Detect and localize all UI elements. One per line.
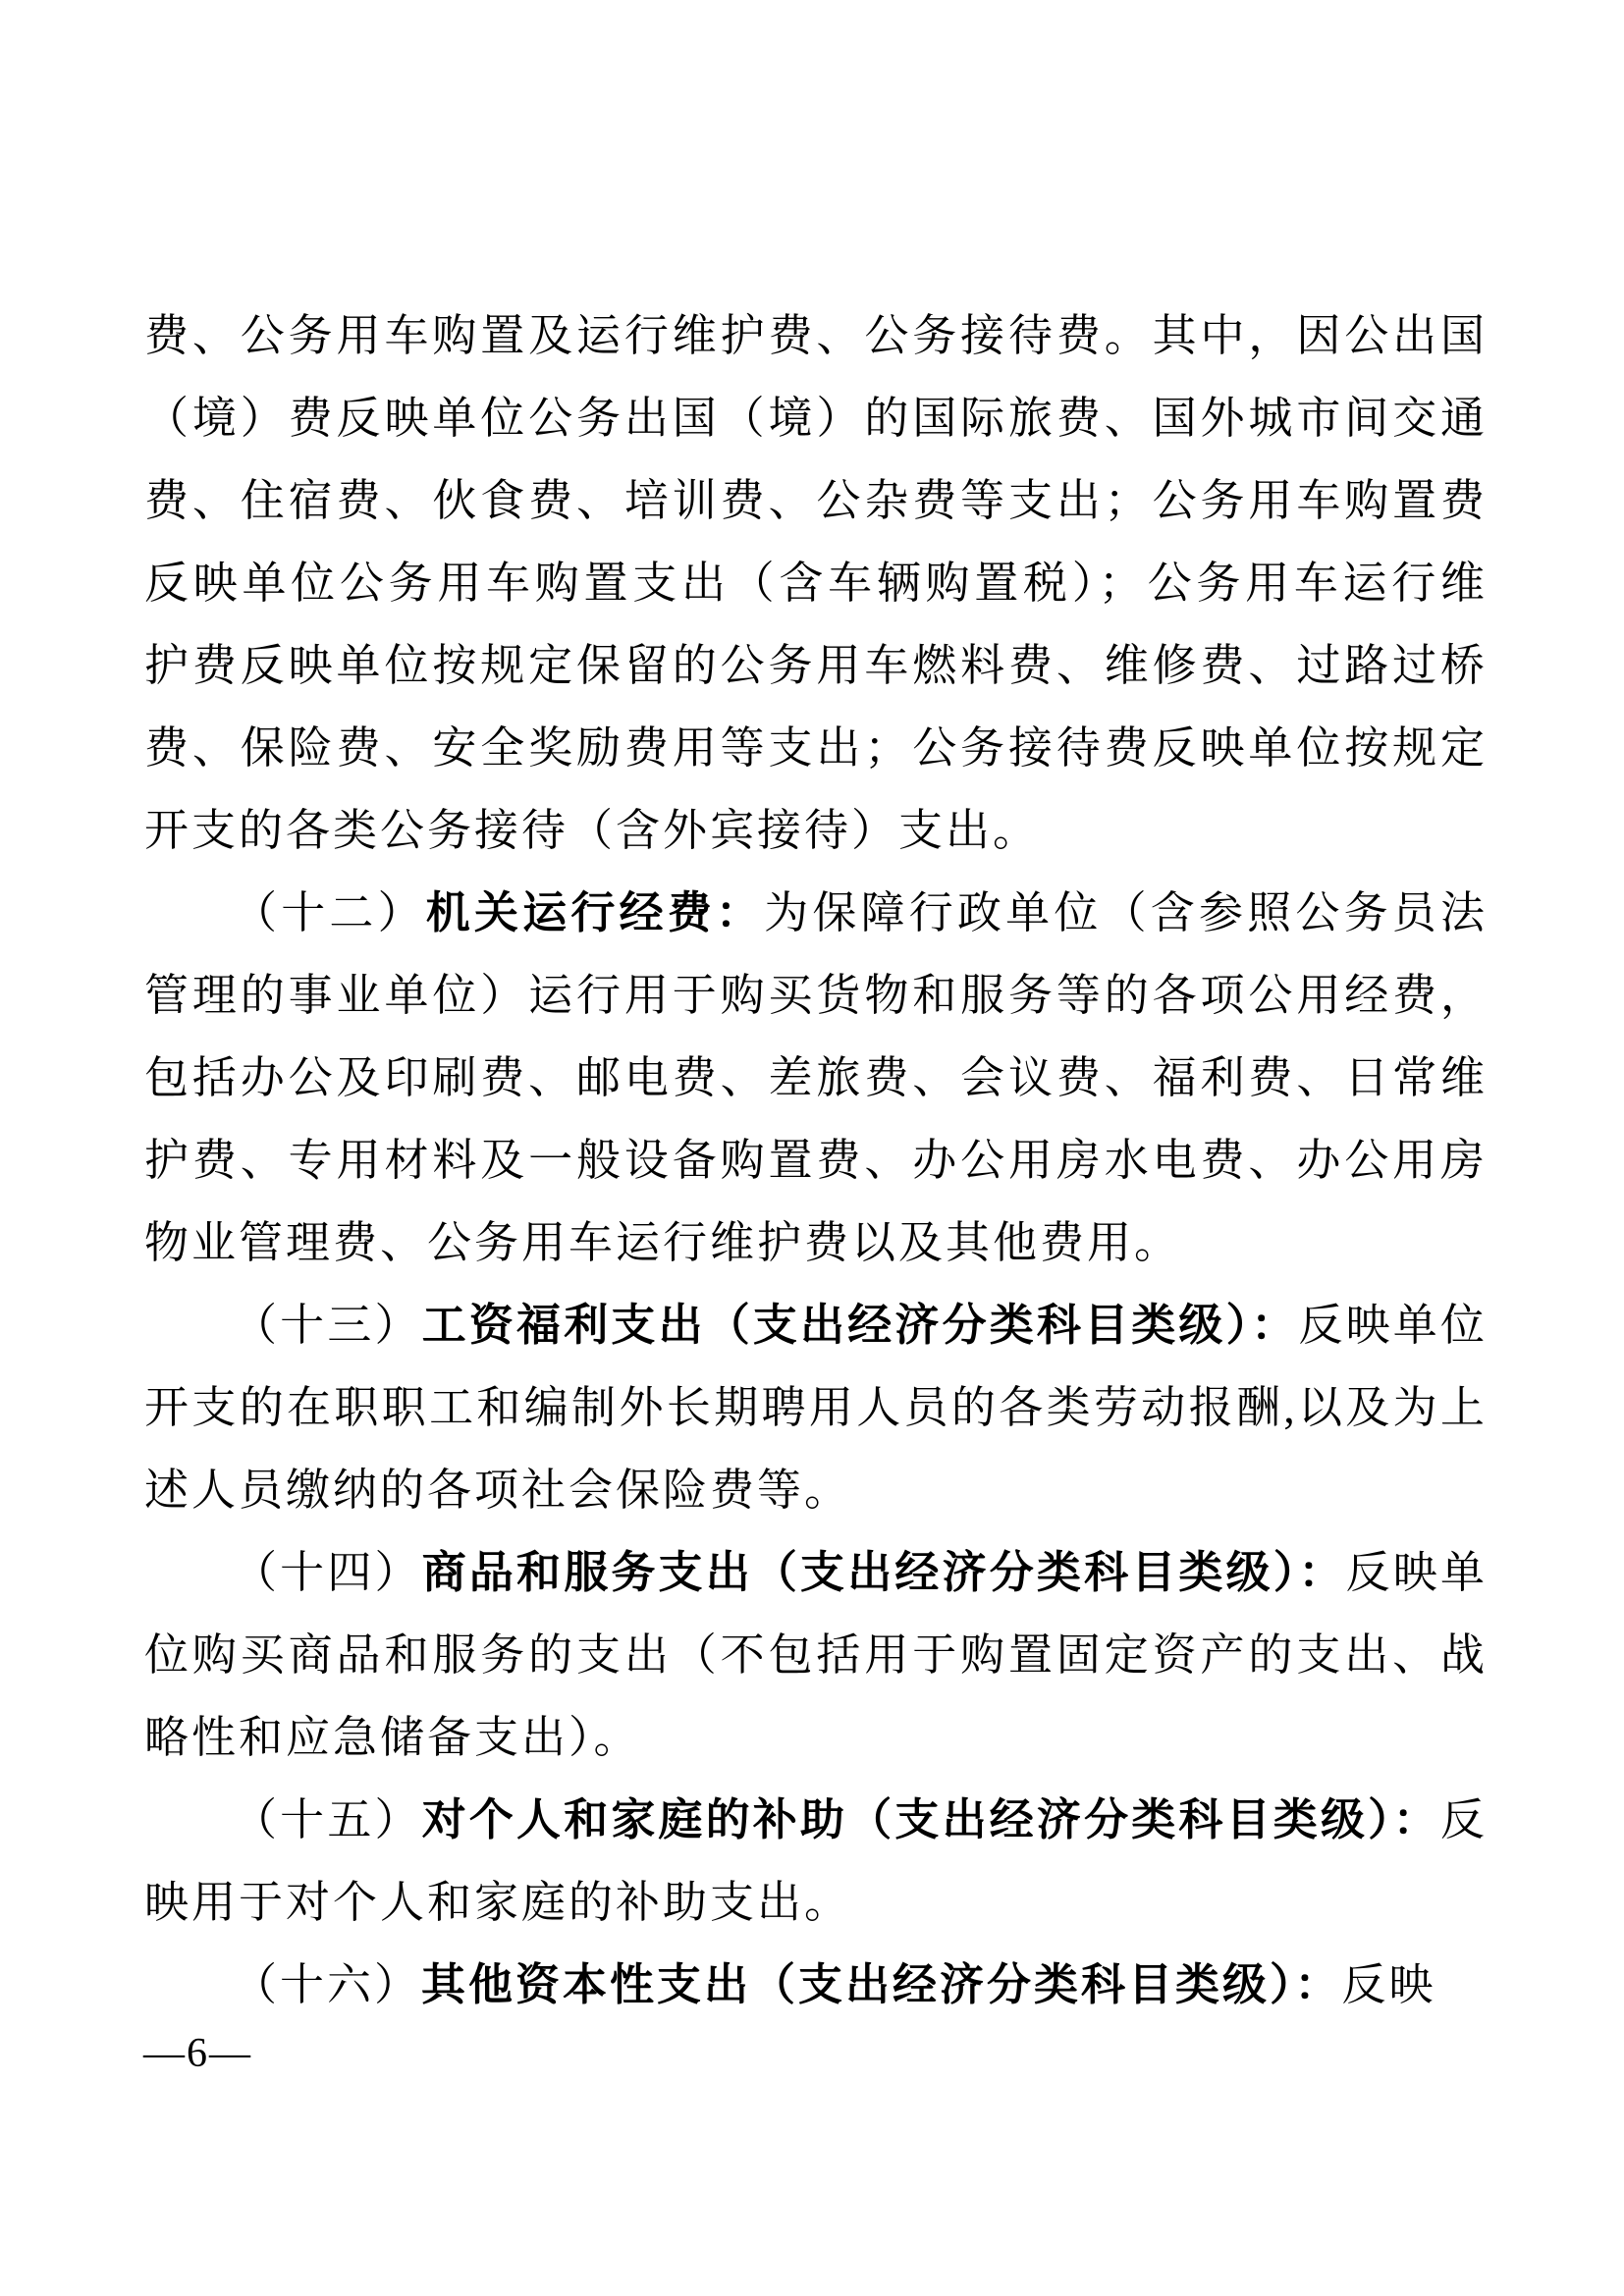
paragraph — [144, 872, 1488, 1284]
term-bold-run: 机关运行经费： — [425, 888, 765, 937]
paragraph — [144, 1944, 1488, 2026]
paragraph — [144, 294, 1488, 872]
term-bold-run: 其他资本性支出（支出经济分类科目类级）： — [421, 1960, 1342, 2009]
term-bold-run: 对个人和家庭的补助（支出经济分类科目类级）： — [421, 1795, 1440, 1844]
text-run: 反映用于对个人和家庭的补助支出。 — [144, 1795, 1488, 1927]
paragraph — [144, 1284, 1488, 1531]
text-run: （十二） — [233, 888, 426, 937]
text-run: 反映单位购买商品和服务的支出（不包括用于购置固定资产的支出、战略性和应急储备支出）。 — [144, 1548, 1488, 1762]
term-bold-run: 商品和服务支出（支出经济分类科目类级）： — [421, 1548, 1346, 1597]
document-body — [144, 294, 1488, 2026]
term-bold-run: 工资福利支出（支出经济分类科目类级）： — [421, 1301, 1299, 1350]
text-run: 为保障行政单位（含参照公务员法管理的事业单位）运行用于购买货物和服务等的各项公用经费，包括办公及印刷费、邮电费、差旅费、会议费、福利费、日常维护费、专用材料及一般设备购置费、办公用房水电费、办公用房物业管理费、公务用车运行维护费以及其他费用。 — [144, 888, 1488, 1267]
text-run: 反映 — [1341, 1960, 1436, 2009]
text-run: （十四） — [233, 1548, 422, 1597]
text-run: （十三） — [233, 1301, 422, 1350]
text-run: 费、公务用车购置及运行维护费、公务接待费。其中，因公出国（境）费反映单位公务出国（境）的国际旅费、国外城市间交通费、住宿费、伙食费、培训费、公杂费等支出；公务用车购置费反映单位公务用车购置支出（含车辆购置税）；公务用车运行维护费反映单位按规定保留的公务用车燃料费、维修费、过路过桥费、保险费、安全奖励费用等支出；公务接待费反映单位按规定开支的各类公务接待（含外宾接待）支出。 — [144, 311, 1488, 855]
text-run: （十五） — [233, 1795, 422, 1844]
paragraph — [144, 1531, 1488, 1779]
paragraph — [144, 1779, 1488, 1944]
text-run: 反映单位开支的在职职工和编制外长期聘用人员的各类劳动报酬,以及为上述人员缴纳的各项社会保险费等。 — [144, 1301, 1488, 1515]
page-number: —6— — [143, 2031, 252, 2076]
text-run: （十六） — [233, 1960, 422, 2009]
